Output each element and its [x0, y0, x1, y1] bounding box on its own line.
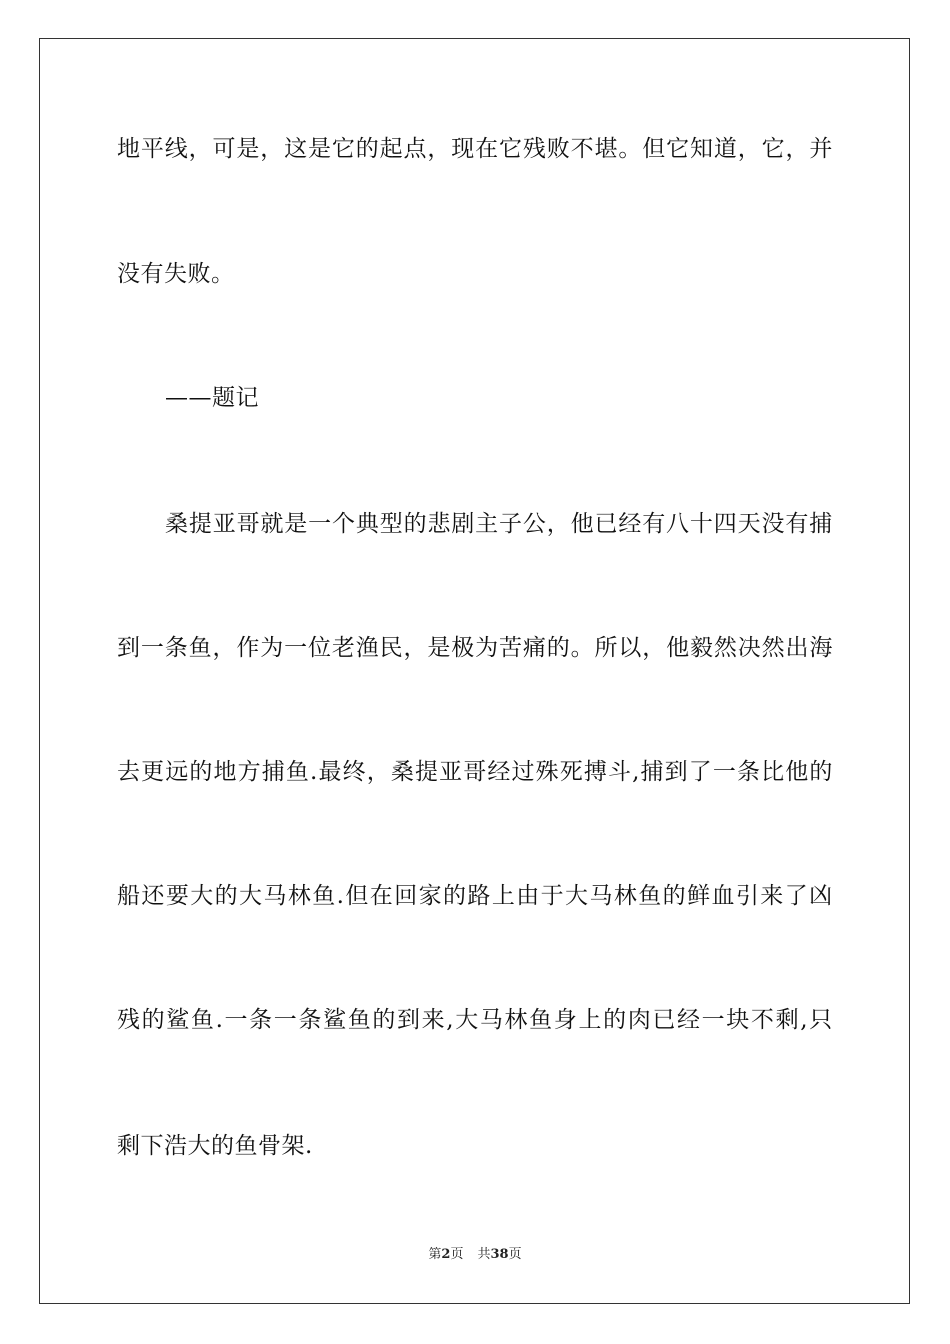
glyph: 已 — [652, 1007, 676, 1033]
glyph: 堪 — [594, 136, 618, 162]
glyph: 他 — [570, 511, 595, 537]
glyph: 林 — [287, 883, 312, 909]
glyph: 上 — [578, 1007, 602, 1033]
glyph: 哥 — [463, 759, 487, 785]
glyph: 已 — [594, 511, 618, 537]
glyph: ， — [737, 136, 762, 162]
page-footer — [0, 1246, 950, 1264]
glyph: 起 — [379, 136, 404, 162]
glyph: 然 — [761, 635, 786, 661]
glyph: 没 — [761, 511, 785, 537]
glyph: 一 — [224, 1007, 249, 1033]
glyph: 斗 — [607, 759, 632, 785]
glyph: 的 — [141, 1007, 166, 1033]
glyph: 一 — [273, 1007, 298, 1033]
glyph: 老 — [331, 635, 356, 661]
glyph: 决 — [737, 635, 762, 661]
glyph: 公 — [522, 511, 547, 537]
glyph: 鱼 — [312, 883, 336, 909]
glyph: 大 — [239, 883, 263, 909]
glyph: 线 — [164, 136, 189, 162]
glyph: 的 — [355, 136, 380, 162]
glyph: 一 — [701, 1007, 726, 1033]
glyph: 是 — [284, 511, 308, 537]
text-line-2: 没有失败。 — [117, 261, 235, 287]
total-suffix: 页 — [508, 1247, 522, 1262]
glyph: 地 — [117, 136, 141, 162]
glyph: 位 — [308, 635, 332, 661]
glyph: 大 — [455, 1007, 479, 1033]
glyph: 船 — [117, 883, 141, 909]
glyph: 知 — [690, 136, 714, 162]
glyph: 八 — [666, 511, 690, 537]
glyph: 最 — [318, 759, 342, 785]
glyph: 亚 — [439, 759, 463, 785]
glyph: 所 — [594, 635, 618, 661]
glyph: 为 — [475, 635, 499, 661]
glyph: 有 — [642, 511, 666, 537]
text-line-1 — [117, 134, 833, 164]
glyph: 他 — [666, 635, 690, 661]
glyph: 来 — [760, 883, 784, 909]
glyph: 的 — [403, 511, 428, 537]
glyph: 提 — [414, 759, 439, 785]
glyph: 就 — [260, 511, 284, 537]
glyph: 然 — [713, 635, 738, 661]
glyph: 出 — [785, 635, 809, 661]
glyph: 道 — [713, 136, 738, 162]
glyph: ， — [212, 635, 236, 661]
glyph: 在 — [475, 136, 499, 162]
glyph: 亚 — [212, 511, 237, 537]
text-line-7 — [117, 881, 833, 911]
glyph: . — [336, 883, 345, 909]
glyph: 条 — [249, 1007, 273, 1033]
total-pages: 38 — [490, 1247, 509, 1262]
glyph: 终 — [342, 759, 367, 785]
glyph: ， — [403, 635, 427, 661]
text-line-4 — [165, 509, 833, 539]
glyph: 由 — [516, 883, 540, 909]
glyph: 身 — [553, 1007, 578, 1033]
glyph: 地 — [213, 759, 237, 785]
glyph: 一 — [140, 635, 165, 661]
glyph: 的 — [189, 759, 213, 785]
glyph: 剩 — [775, 1007, 800, 1033]
glyph: 捕 — [809, 511, 833, 537]
glyph: 林 — [613, 883, 638, 909]
glyph: 到 — [117, 635, 141, 661]
glyph: 四 — [713, 511, 738, 537]
glyph: 它 — [499, 136, 523, 162]
glyph: 一 — [308, 511, 332, 537]
glyph: 有 — [785, 511, 809, 537]
glyph: 比 — [761, 759, 785, 785]
glyph: 经 — [487, 759, 511, 785]
glyph: ， — [366, 759, 391, 785]
glyph: 痛 — [522, 635, 547, 661]
glyph: 鲨 — [323, 1007, 347, 1033]
glyph: 以 — [618, 635, 642, 661]
glyph: 海 — [809, 635, 833, 661]
glyph: 大 — [565, 883, 589, 909]
glyph: ， — [785, 136, 809, 162]
glyph: 来 — [421, 1007, 446, 1033]
glyph: 马 — [479, 1007, 504, 1033]
glyph: 还 — [141, 883, 165, 909]
glyph: 方 — [237, 759, 262, 785]
glyph: ， — [260, 136, 284, 162]
glyph: 的 — [809, 759, 833, 785]
glyph: 回 — [394, 883, 418, 909]
glyph: 一 — [712, 759, 737, 785]
glyph: 到 — [664, 759, 689, 785]
glyph: 于 — [540, 883, 565, 909]
glyph: 在 — [369, 883, 394, 909]
glyph: 它 — [761, 136, 786, 162]
glyph: 鲜 — [687, 883, 711, 909]
glyph: . — [310, 759, 318, 785]
page-border — [39, 38, 910, 1304]
glyph: 残 — [522, 136, 547, 162]
glyph: 个 — [332, 511, 356, 537]
glyph: ， — [427, 136, 451, 162]
glyph: 残 — [117, 1007, 141, 1033]
glyph: , — [800, 1007, 809, 1033]
glyph: 搏 — [583, 759, 608, 785]
glyph: 民 — [379, 635, 404, 661]
glyph: ， — [642, 635, 666, 661]
glyph: 大 — [190, 883, 214, 909]
glyph: , — [632, 759, 640, 785]
glyph: 平 — [140, 136, 165, 162]
glyph: 的 — [603, 1007, 627, 1033]
glyph: 更 — [141, 759, 165, 785]
glyph: 天 — [737, 511, 762, 537]
text-line-8 — [117, 1005, 833, 1035]
glyph: 苦 — [499, 635, 523, 661]
glyph: 哥 — [236, 511, 261, 537]
glyph: 它 — [331, 136, 356, 162]
glyph: 作 — [236, 635, 260, 661]
glyph: ， — [188, 136, 213, 162]
glyph: 块 — [726, 1007, 750, 1033]
glyph: 典 — [355, 511, 380, 537]
glyph: 血 — [711, 883, 735, 909]
glyph: 他 — [785, 759, 809, 785]
glyph: 提 — [188, 511, 213, 537]
glyph: 去 — [117, 759, 141, 785]
glyph: 鱼 — [529, 1007, 553, 1033]
glyph: 它 — [666, 136, 690, 162]
glyph: 悲 — [427, 511, 451, 537]
glyph: 林 — [504, 1007, 529, 1033]
glyph: 鲨 — [166, 1007, 190, 1033]
glyph: 的 — [214, 883, 239, 909]
glyph: 死 — [559, 759, 584, 785]
text-line-9: 剩下浩大的鱼骨架. — [117, 1133, 313, 1159]
glyph: 路 — [467, 883, 491, 909]
glyph: 一 — [284, 635, 308, 661]
glyph: 不 — [750, 1007, 775, 1033]
glyph: 只 — [809, 1007, 833, 1033]
glyph: 型 — [379, 511, 404, 537]
text-line-5 — [117, 633, 833, 663]
glyph: 引 — [735, 883, 760, 909]
glyph: 可 — [212, 136, 236, 162]
glyph: 但 — [642, 136, 666, 162]
glyph: 不 — [570, 136, 595, 162]
glyph: 毅 — [690, 635, 714, 661]
glyph: 鱼 — [285, 759, 310, 785]
glyph: 过 — [511, 759, 535, 785]
glyph: 条 — [737, 759, 761, 785]
glyph: 极 — [451, 635, 475, 661]
glyph: 十 — [689, 511, 714, 537]
glyph: 凶 — [809, 883, 833, 909]
glyph: 渔 — [355, 635, 380, 661]
glyph: 鱼 — [190, 1007, 215, 1033]
glyph: . — [215, 1007, 224, 1033]
page-number: 2 — [441, 1247, 451, 1262]
epigraph-attribution: ——题记 — [165, 385, 259, 411]
glyph: 。 — [618, 136, 642, 162]
glyph: 捕 — [640, 759, 664, 785]
glyph: 经 — [677, 1007, 701, 1033]
page-suffix: 页 — [450, 1247, 464, 1262]
glyph: 点 — [403, 136, 427, 162]
glyph: 败 — [546, 136, 571, 162]
glyph: 要 — [165, 883, 190, 909]
glyph: 远 — [165, 759, 189, 785]
glyph: 肉 — [627, 1007, 652, 1033]
glyph: 上 — [491, 883, 516, 909]
glyph: 桑 — [390, 759, 415, 785]
glyph: 鱼 — [188, 635, 213, 661]
glyph: 鱼 — [347, 1007, 372, 1033]
glyph: 主 — [475, 511, 499, 537]
glyph: 剧 — [451, 511, 475, 537]
glyph: 到 — [397, 1007, 421, 1033]
glyph: 但 — [345, 883, 369, 909]
glyph: 了 — [784, 883, 809, 909]
glyph: 马 — [589, 883, 613, 909]
glyph: 条 — [164, 635, 189, 661]
glyph: 。 — [570, 635, 595, 661]
glyph: 是 — [427, 635, 451, 661]
glyph: ， — [546, 511, 571, 537]
glyph: 为 — [260, 635, 284, 661]
glyph: 鱼 — [638, 883, 662, 909]
glyph: 捕 — [261, 759, 286, 785]
glyph: 了 — [688, 759, 713, 785]
glyph: 的 — [443, 883, 467, 909]
glyph: 是 — [308, 136, 332, 162]
glyph: 的 — [372, 1007, 396, 1033]
glyph: 子 — [499, 511, 523, 537]
glyph: 现 — [451, 136, 475, 162]
glyph: 的 — [662, 883, 687, 909]
page-prefix: 第 — [428, 1247, 442, 1262]
glyph: 的 — [546, 635, 571, 661]
glyph: 经 — [618, 511, 642, 537]
glyph: , — [446, 1007, 455, 1033]
glyph: 并 — [809, 136, 833, 162]
glyph: 条 — [298, 1007, 322, 1033]
glyph: 家 — [418, 883, 443, 909]
total-prefix: 共 — [477, 1247, 491, 1262]
text-line-6 — [117, 757, 833, 787]
glyph: 桑 — [165, 511, 189, 537]
glyph: 这 — [284, 136, 308, 162]
glyph: 是 — [236, 136, 260, 162]
glyph: 殊 — [535, 759, 560, 785]
glyph: 马 — [263, 883, 287, 909]
